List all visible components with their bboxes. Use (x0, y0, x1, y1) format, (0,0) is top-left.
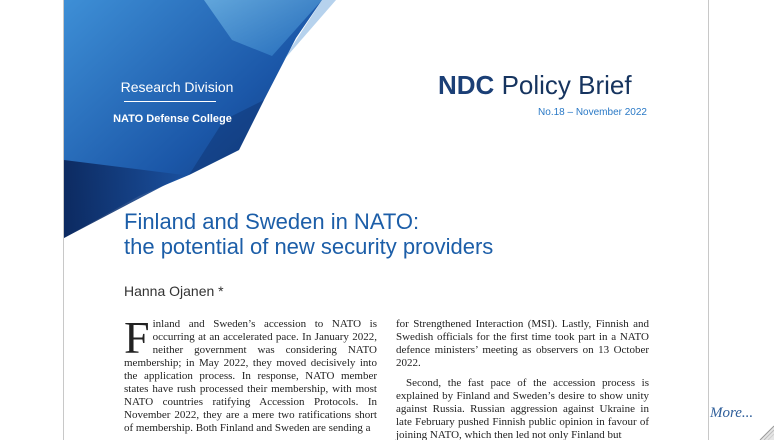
more-link[interactable]: More... (710, 405, 754, 421)
issue-number: No.18 – November 2022 (538, 107, 647, 118)
college-label: NATO Defense College (113, 113, 232, 125)
paragraph: for Strengthened Interaction (MSI). Lastly, Finnish and Swedish officials for the first time took part in a NATO defence ministers’ meeting as observers on 13 October 2022. (396, 318, 649, 369)
banner-divider (124, 101, 216, 102)
series-title-bold: NDC (438, 70, 495, 100)
paragraph: Second, the fast pace of the accession process is explained by Finland and Sweden’s desire to show unity against Russia. Russian aggression against Ukraine in late February pushed Finnish public opinion in favour of joining NATO, which then led not only Finland but (396, 377, 649, 440)
article-title-line1: Finland and Sweden in NATO: (124, 209, 420, 234)
document-page (63, 0, 709, 440)
author-name: Hanna Ojanen * (124, 283, 224, 299)
body-column-left (124, 312, 377, 440)
series-title (438, 70, 632, 101)
body-column-right (396, 318, 649, 440)
article-title-line2: the potential of new security providers (124, 234, 494, 259)
page-curl-icon (756, 422, 774, 440)
article-title (124, 209, 644, 259)
paragraph-text: inland and Sweden’s accession to NATO is occurring at an accelerated pace. In January 2022, neither government was considering NATO membership; in May 2022, they moved decisively into the application process. In response, NATO member states have rush processed their membership, with most NATO countries ratifying Accession Protocols. In November 2022, they are a mere two ratifications short of membership. Both Finland and Sweden are sending a (124, 318, 377, 434)
series-title-rest: Policy Brief (494, 70, 632, 100)
research-division-label: Research Division (120, 79, 234, 95)
drop-cap: F (124, 312, 150, 363)
paragraph (124, 312, 377, 435)
